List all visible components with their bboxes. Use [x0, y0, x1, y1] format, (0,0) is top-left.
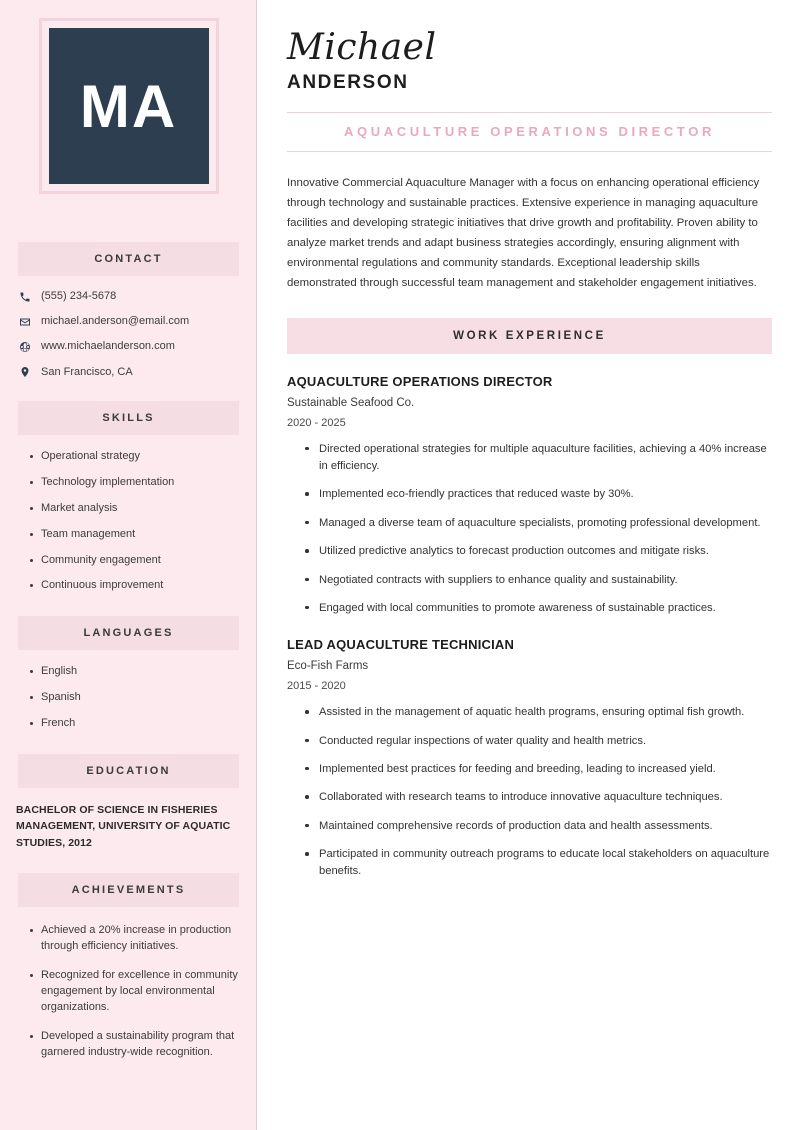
list-item: French	[30, 716, 239, 732]
contact-value-location: San Francisco, CA	[41, 365, 133, 378]
job-company: Sustainable Seafood Co.	[287, 396, 415, 409]
list-item: Spanish	[30, 690, 239, 706]
professional-summary: Innovative Commercial Aquaculture Manager with a focus on enhancing operational efficiency through technology and sustainable practices. Extensive experience in managing aquaculture facilities and developing strategic initiatives that drive growth and profitability. Proven ability to analyze market trends and adapt business strategies accordingly, ensuring alignment with environmental regulations and community standards. Exceptional leadership skills demonstrated through successful team management and stakeholder engagement initiatives.	[287, 177, 760, 289]
section-heading-achievements: ACHIEVEMENTS	[18, 873, 239, 907]
list-item: Participated in community outreach programs to educate local stakeholders on aquaculture benefits.	[305, 846, 772, 881]
contact-item-website	[18, 340, 239, 353]
job-role: LEAD AQUACULTURE TECHNICIAN	[287, 637, 515, 653]
section-heading-skills: SKILLS	[18, 401, 239, 435]
education-entry: BACHELOR OF SCIENCE IN FISHERIES MANAGEMENT, UNIVERSITY OF AQUATIC STUDIES, 2012	[16, 804, 231, 849]
list-item: Continuous improvement	[30, 578, 239, 594]
list-item: Conducted regular inspections of water quality and health metrics.	[305, 733, 772, 750]
languages-list	[30, 664, 239, 732]
contact-item-location	[18, 366, 239, 379]
list-item: Implemented eco-friendly practices that reduced waste by 30%.	[305, 486, 772, 503]
list-item: Directed operational strategies for multiple aquaculture facilities, achieving a 40% increase in efficiency.	[305, 441, 772, 476]
job-company: Eco-Fish Farms	[287, 660, 369, 673]
divider-bottom	[287, 151, 772, 152]
job-bullets	[305, 441, 772, 618]
list-item: Market analysis	[30, 501, 239, 517]
location-pin-icon	[18, 366, 31, 379]
list-item: Negotiated contracts with suppliers to enhance quality and sustainability.	[305, 572, 772, 589]
contact-item-phone	[18, 290, 239, 303]
email-icon	[18, 315, 31, 328]
globe-icon	[18, 340, 31, 353]
list-item: Maintained comprehensive records of production data and health assessments.	[305, 818, 772, 835]
list-item: Managed a diverse team of aquaculture specialists, promoting professional development.	[305, 515, 772, 532]
list-item: Team management	[30, 527, 239, 543]
job-dates: 2020 - 2025	[287, 416, 346, 429]
list-item: Technology implementation	[30, 475, 239, 491]
section-heading-contact: CONTACT	[18, 242, 239, 276]
contact-list	[18, 290, 239, 379]
contact-item-email	[18, 315, 239, 328]
skills-list	[30, 449, 239, 595]
sidebar	[0, 0, 257, 1130]
list-item: Operational strategy	[30, 449, 239, 465]
list-item: Implemented best practices for feeding and breeding, leading to increased yield.	[305, 761, 772, 778]
achievements-list	[30, 923, 239, 1061]
job-role: AQUACULTURE OPERATIONS DIRECTOR	[287, 373, 553, 389]
contact-value-website: www.michaelanderson.com	[41, 340, 175, 353]
list-item: Assisted in the management of aquatic health programs, ensuring optimal fish growth.	[305, 704, 772, 721]
section-heading-work-experience: WORK EXPERIENCE	[287, 318, 772, 354]
job-bullets	[305, 704, 772, 881]
phone-icon	[18, 290, 31, 303]
last-name: ANDERSON	[287, 72, 409, 93]
list-item: Achieved a 20% increase in production through efficiency initiatives.	[30, 923, 239, 955]
page-title: AQUACULTURE OPERATIONS DIRECTOR	[344, 124, 715, 139]
section-heading-education: EDUCATION	[18, 754, 239, 788]
first-name: Michael	[287, 27, 437, 68]
job-dates: 2015 - 2020	[287, 680, 346, 693]
section-heading-languages: LANGUAGES	[18, 616, 239, 650]
list-item: English	[30, 664, 239, 680]
contact-value-email: michael.anderson@email.com	[41, 315, 190, 328]
list-item: Recognized for excellence in community engagement by local environmental organizations.	[30, 968, 239, 1016]
list-item: Collaborated with research teams to introduce innovative aquaculture techniques.	[305, 789, 772, 806]
experience-entry-1	[287, 374, 772, 618]
list-item: Community engagement	[30, 553, 239, 569]
list-item: Utilized predictive analytics to forecast production outcomes and mitigate risks.	[305, 543, 772, 560]
monogram-frame	[39, 18, 219, 194]
list-item: Developed a sustainability program that garnered industry-wide recognition.	[30, 1029, 239, 1061]
contact-value-phone: (555) 234-5678	[41, 290, 117, 302]
monogram-initials: MA	[49, 28, 209, 184]
main-content	[257, 0, 800, 1130]
list-item: Engaged with local communities to promote awareness of sustainable practices.	[305, 600, 772, 617]
experience-entry-2	[287, 637, 772, 881]
